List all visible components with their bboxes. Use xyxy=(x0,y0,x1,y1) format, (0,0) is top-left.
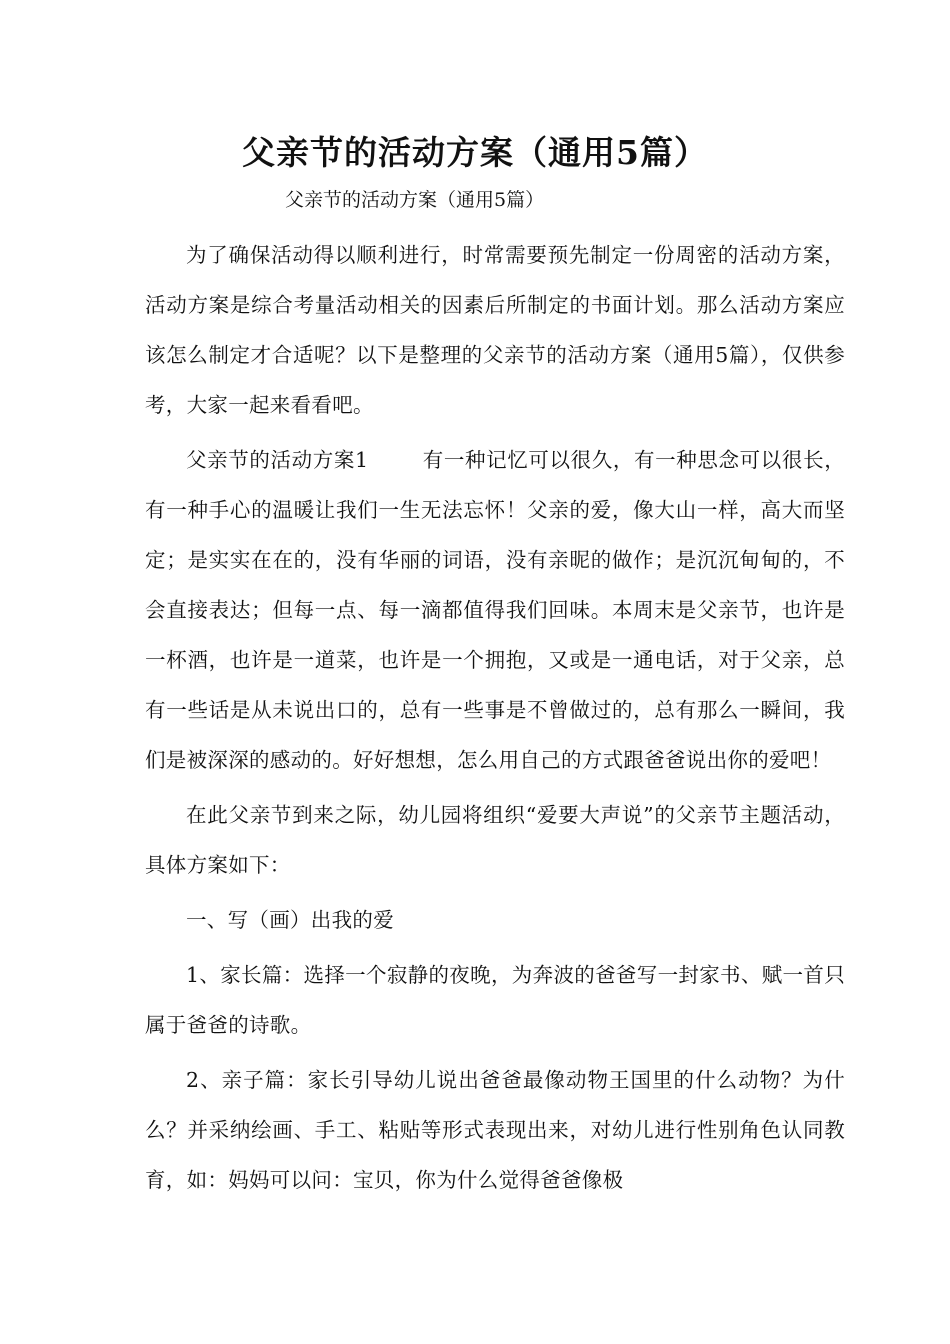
section-1-heading: 父亲节的活动方案1 xyxy=(186,448,369,472)
document-title: 父亲节的活动方案（通用5篇） xyxy=(242,133,708,172)
section-1-paragraph xyxy=(145,435,845,785)
activity-intro-paragraph: 在此父亲节到来之际，幼儿园将组织“爱要大声说”的父亲节主题活动，具体方案如下： xyxy=(145,803,845,877)
document-body xyxy=(145,230,845,1210)
list-item-parent-child: 2、亲子篇：家长引导幼儿说出爸爸最像动物王国里的什么动物？为什么？并采纳绘画、手工、粘贴等形式表现出来，对幼儿进行性别角色认同教育，如：妈妈可以问：宝贝，你为什么觉得爸爸像极 xyxy=(145,1068,845,1192)
document-subtitle: 父亲节的活动方案（通用5篇） xyxy=(285,189,545,211)
part-1-heading: 一、写（画）出我的爱 xyxy=(186,908,394,932)
list-item-parents: 1、家长篇：选择一个寂静的夜晚，为奔波的爸爸写一封家书、赋一首只属于爸爸的诗歌。 xyxy=(145,963,845,1037)
section-1-body: 有一种记忆可以很久，有一种思念可以很长，有一种手心的温暖让我们一生无法忘怀！父亲的爱，像大山一样，高大而坚定；是实实在在的，没有华丽的词语，没有亲昵的做作；是沉沉甸甸的，不会直接表达；但每一点、每一滴都值得我们回味。本周末是父亲节，也许是一杯酒，也许是一道菜，也许是一个拥抱，又或是一通电话，对于父亲，总有一些话是从未说出口的，总有一些事是不曾做过的，总有那么一瞬间，我们是被深深的感动的。好好想想，怎么用自己的方式跟爸爸说出你的爱吧！ xyxy=(145,448,845,772)
intro-paragraph: 为了确保活动得以顺利进行，时常需要预先制定一份周密的活动方案，活动方案是综合考量活动相关的因素后所制定的书面计划。那么活动方案应该怎么制定才合适呢？以下是整理的父亲节的活动方案（通用5篇），仅供参考，大家一起来看看吧。 xyxy=(145,243,845,417)
